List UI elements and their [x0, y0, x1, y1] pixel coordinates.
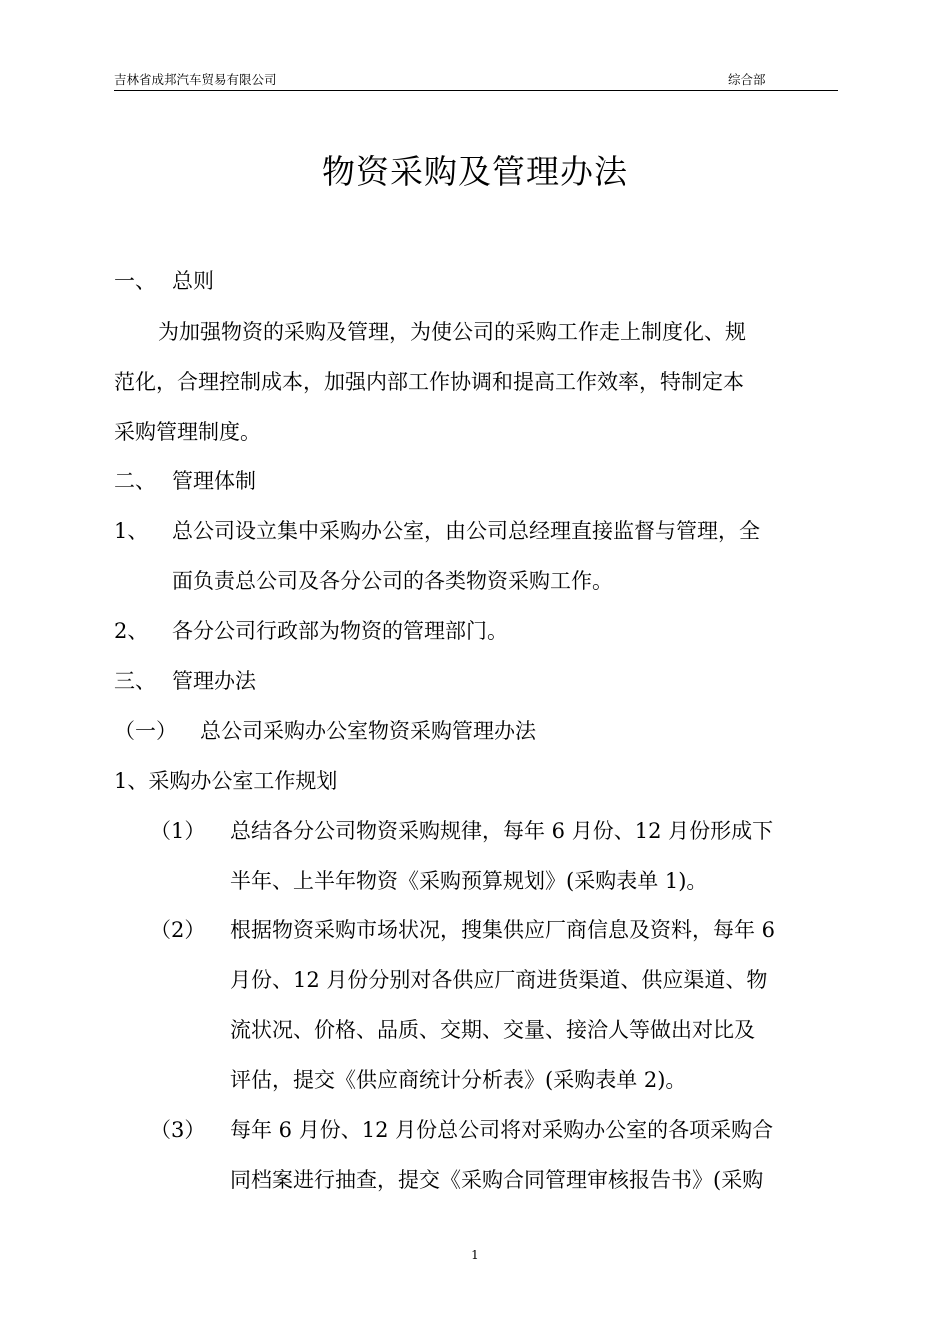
section-3-title: 管理办法: [172, 669, 256, 693]
section-2-item-2-text: 各分公司行政部为物资的管理部门。: [172, 619, 508, 643]
point-2-line-4: 评估，提交《供应商统计分析表》(采购表单 2)。: [230, 1068, 687, 1092]
document-title: 物资采购及管理办法: [322, 152, 628, 191]
point-1-line-1: 总结各分公司物资采购规律，每年 6 月份、12 月份形成下: [230, 819, 774, 843]
section-1-marker: 一、: [114, 269, 156, 293]
section-1-title: 总则: [172, 269, 214, 293]
section-1-para-line-2: 范化，合理控制成本，加强内部工作协调和提高工作效率，特制定本: [114, 370, 744, 394]
section-3-marker: 三、: [114, 669, 156, 693]
subsection-1-marker: （一）: [114, 719, 177, 743]
section-2-item-1-line-1: 总公司设立集中采购办公室，由公司总经理直接监督与管理，全: [172, 519, 760, 543]
section-2-title: 管理体制: [172, 469, 256, 493]
section-1-para-line-3: 采购管理制度。: [114, 420, 261, 444]
section-2-item-1-marker: 1、: [114, 519, 149, 543]
header-department: 综合部: [728, 72, 766, 87]
header-company: 吉林省成邦汽车贸易有限公司: [114, 72, 277, 87]
point-2-line-2: 月份、12 月份分别对各供应厂商进货渠道、供应渠道、物: [230, 968, 768, 992]
point-2-line-1: 根据物资采购市场状况，搜集供应厂商信息及资料，每年 6: [230, 918, 776, 942]
point-1-line-2: 半年、上半年物资《采购预算规划》(采购表单 1)。: [230, 869, 708, 893]
point-3-line-1: 每年 6 月份、12 月份总公司将对采购办公室的各项采购合: [230, 1118, 774, 1142]
point-1-marker: （1）: [150, 819, 206, 843]
point-3-line-2: 同档案进行抽查，提交《采购合同管理审核报告书》(采购: [230, 1168, 764, 1192]
section-2-item-1-line-2: 面负责总公司及各分公司的各类物资采购工作。: [172, 569, 613, 593]
section-2-marker: 二、: [114, 469, 156, 493]
section-2-item-2-marker: 2、: [114, 619, 149, 643]
point-3-marker: （3）: [150, 1118, 206, 1142]
subsection-1-title: 总公司采购办公室物资采购管理办法: [200, 719, 536, 743]
page-header: [114, 70, 838, 91]
point-2-marker: （2）: [150, 918, 206, 942]
page-number: 1: [471, 1248, 479, 1262]
point-2-line-3: 流状况、价格、品质、交期、交量、接洽人等做出对比及: [230, 1018, 755, 1042]
section-1-para-line-1: 为加强物资的采购及管理，为使公司的采购工作走上制度化、规: [158, 320, 746, 344]
subsection-1-item-1: 1、采购办公室工作规划: [114, 769, 338, 793]
